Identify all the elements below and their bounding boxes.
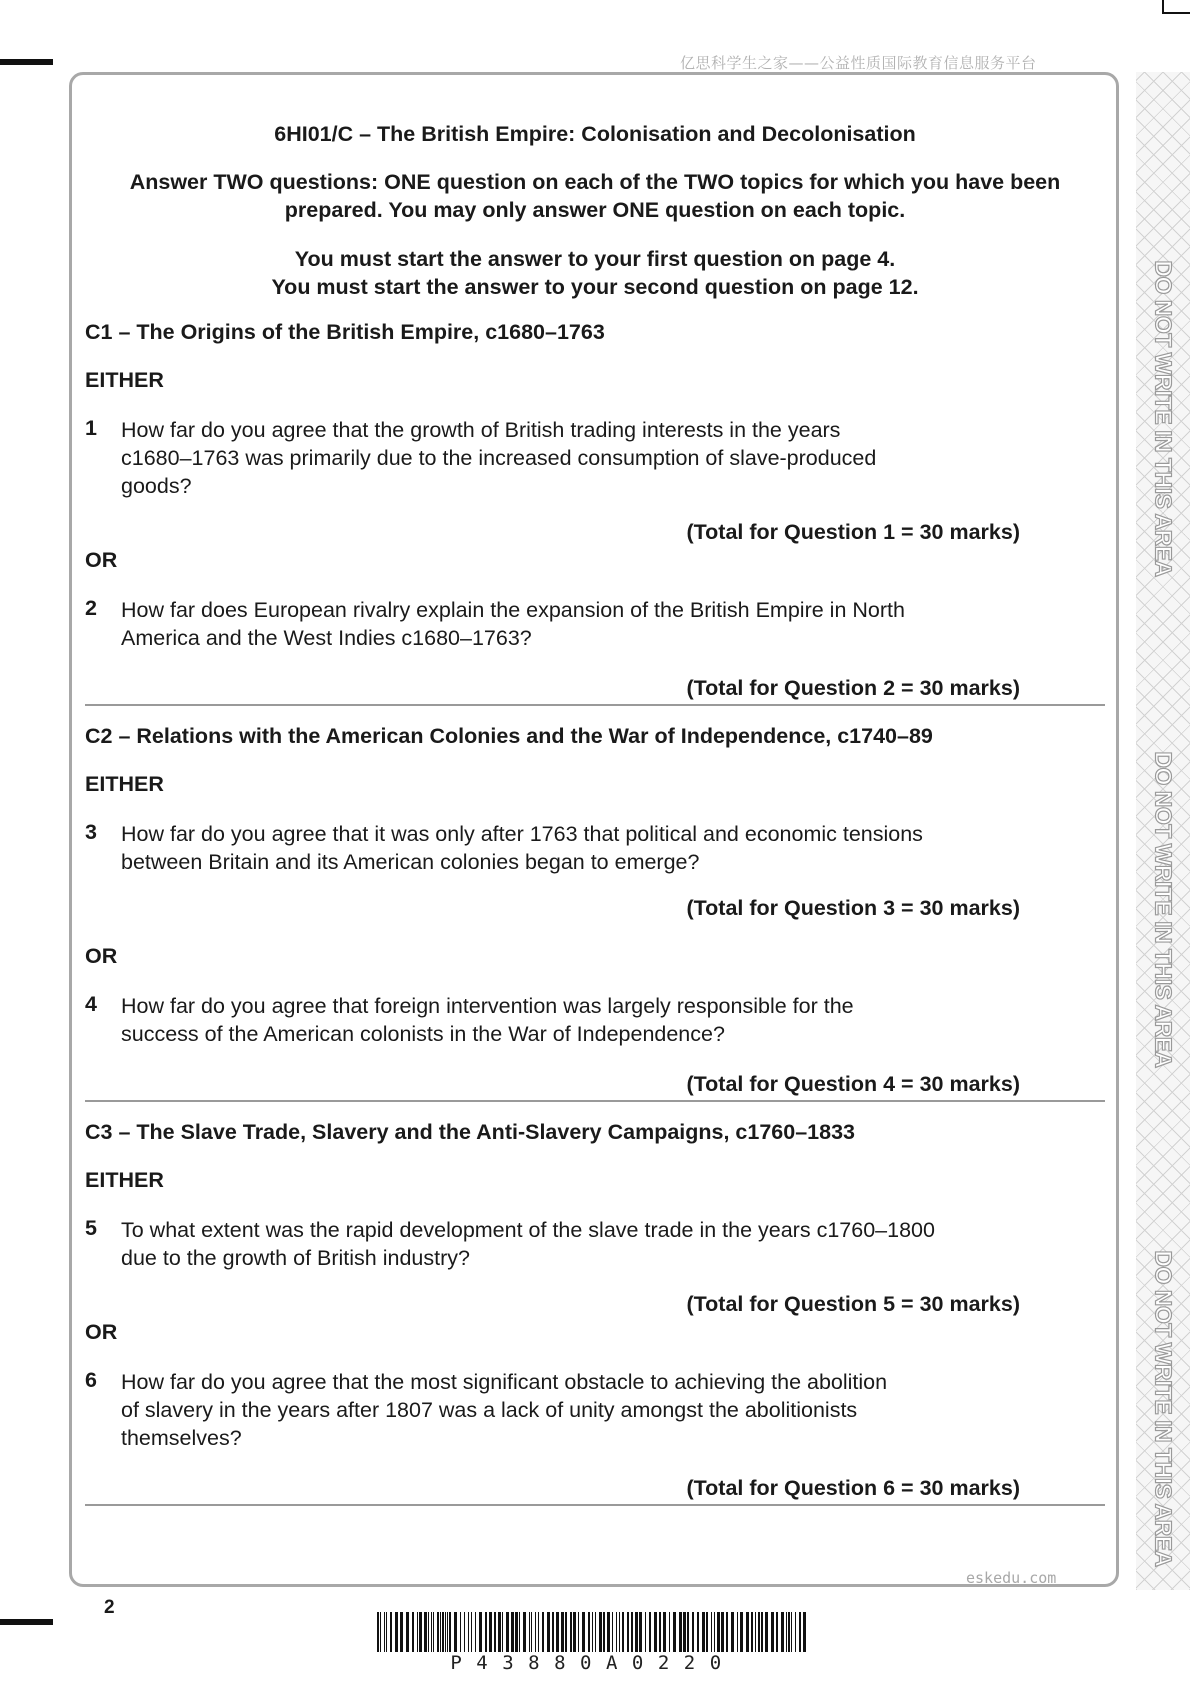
question-text — [121, 1368, 887, 1452]
barcode-bar — [740, 1612, 743, 1652]
barcode-bar — [706, 1612, 708, 1652]
barcode-bar — [663, 1612, 666, 1652]
barcode-bar — [556, 1612, 559, 1652]
start-note: You must start the answer to your first question on page 4. — [294, 247, 896, 271]
question-line: success of the American colonists in the War of Independence? — [121, 1022, 725, 1046]
question-line: To what extent was the rapid development of the slave trade in the years c1760–1800 — [121, 1218, 935, 1242]
question-line: c1680–1763 was primarily due to the increased consumption of slave-produced — [121, 446, 877, 470]
or-label: OR — [85, 1320, 118, 1344]
barcode-bar — [746, 1612, 749, 1652]
barcode-bar — [776, 1612, 778, 1652]
barcode-bar — [417, 1612, 418, 1652]
barcode-bar — [390, 1612, 392, 1652]
barcode-bar — [529, 1612, 530, 1652]
barcode-bar — [737, 1612, 738, 1652]
barcode-bar — [592, 1612, 593, 1652]
barcode-bar — [627, 1612, 629, 1652]
barcode-bar — [395, 1612, 398, 1652]
barcode-bar — [419, 1612, 422, 1652]
corner-crop-mark — [1162, 12, 1190, 14]
barcode-bar — [573, 1612, 576, 1652]
section-heading: C2 – Relations with the American Colonies and the War of Independence, c1740–89 — [85, 724, 933, 748]
barcode-bar — [479, 1612, 482, 1652]
do-not-write-label: DO NOT WRITE IN THIS AREA — [1150, 1250, 1177, 1567]
or-label: OR — [85, 548, 118, 572]
margin-registration-mark — [0, 59, 53, 65]
either-label: EITHER — [85, 772, 164, 796]
barcode-bar — [552, 1612, 554, 1652]
barcode-bar — [437, 1612, 439, 1652]
barcode-bar — [654, 1612, 657, 1652]
barcode-bar — [635, 1612, 638, 1652]
instructions-line: Answer TWO questions: ONE question on each of the TWO topics for which you have been — [129, 170, 1061, 194]
barcode-bar — [687, 1612, 689, 1652]
question-number: 3 — [85, 820, 97, 844]
question-total: (Total for Question 1 = 30 marks) — [686, 520, 1020, 544]
paper-title: 6HI01/C – The British Empire: Colonisation and Decolonisation — [274, 122, 916, 146]
question-number: 6 — [85, 1368, 97, 1392]
do-not-write-strip — [1136, 72, 1190, 1590]
barcode-bar — [468, 1612, 469, 1652]
question-total: (Total for Question 6 = 30 marks) — [686, 1476, 1020, 1500]
barcode-bar — [447, 1612, 448, 1652]
barcode-bar — [460, 1612, 461, 1652]
do-not-write-label: DO NOT WRITE IN THIS AREA — [1150, 260, 1177, 577]
barcode-bar — [561, 1612, 564, 1652]
watermark-top: 亿思科学生之家——公益性质国际教育信息服务平台 — [680, 54, 1037, 72]
barcode-bar — [786, 1612, 787, 1652]
barcode-bar — [697, 1612, 699, 1652]
question-line: How far do you agree that foreign intervention was largely responsible for the — [121, 994, 854, 1018]
barcode-bar — [433, 1612, 434, 1652]
section-heading: C1 – The Origins of the British Empire, c1680–1763 — [85, 320, 605, 344]
barcode-bar — [595, 1612, 596, 1652]
barcode-bar — [721, 1612, 724, 1652]
barcode-bar — [547, 1612, 550, 1652]
section-divider — [85, 704, 1105, 706]
watermark-bottom: eskedu.com — [966, 1569, 1057, 1587]
barcode-bar — [619, 1612, 620, 1652]
question-text — [121, 416, 876, 500]
barcode-bar — [649, 1612, 651, 1652]
page-number: 2 — [104, 1597, 115, 1618]
barcode-bar — [714, 1612, 715, 1652]
question-line: How far do you agree that it was only after 1763 that political and economic tensions — [121, 822, 923, 846]
barcode-bar — [765, 1612, 768, 1652]
barcode-bar — [454, 1612, 457, 1652]
do-not-write-label: DO NOT WRITE IN THIS AREA — [1150, 751, 1177, 1068]
barcode-bar — [538, 1612, 539, 1652]
barcode-bar — [578, 1612, 579, 1652]
barcode-bar — [471, 1612, 472, 1652]
question-line: due to the growth of British industry? — [121, 1246, 470, 1270]
question-line: between Britain and its American colonies began to emerge? — [121, 850, 700, 874]
barcode-bar — [799, 1612, 801, 1652]
section-divider — [85, 1100, 1105, 1102]
barcode-bar — [511, 1612, 514, 1652]
barcode-bar — [386, 1612, 387, 1652]
barcode-bar — [531, 1612, 532, 1652]
either-label: EITHER — [85, 368, 164, 392]
barcode-bar — [384, 1612, 385, 1652]
or-label: OR — [85, 944, 118, 968]
section-heading: C3 – The Slave Trade, Slavery and the Anti-Slavery Campaigns, c1760–1833 — [85, 1120, 856, 1144]
barcode-bar — [683, 1612, 686, 1652]
barcode-bar — [717, 1612, 720, 1652]
barcode-bar — [377, 1612, 379, 1652]
barcode-bar — [692, 1612, 694, 1652]
barcode-bar — [542, 1612, 544, 1652]
barcode-bar — [616, 1612, 617, 1652]
start-note: You must start the answer to your second question on page 12. — [271, 275, 919, 299]
question-line: goods? — [121, 474, 192, 498]
barcode-bar — [515, 1612, 518, 1652]
barcode-bar — [588, 1612, 590, 1652]
barcode-bar — [498, 1612, 501, 1652]
barcode-bar — [570, 1612, 572, 1652]
barcode-bar — [445, 1612, 446, 1652]
margin-registration-mark — [0, 1619, 53, 1625]
question-text — [121, 1216, 935, 1272]
barcode-bar — [795, 1612, 796, 1652]
barcode-bar — [791, 1612, 792, 1652]
barcode-bar — [612, 1612, 613, 1652]
barcode-bar — [731, 1612, 734, 1652]
question-text — [121, 992, 854, 1048]
question-line: How far do you agree that the most significant obstacle to achieving the abolition — [121, 1370, 888, 1394]
question-text — [121, 596, 905, 652]
barcode-text: P43880A0220 — [450, 1652, 736, 1674]
question-line: How far does European rivalry explain the expansion of the British Empire in North — [121, 598, 905, 622]
barcode-bar — [622, 1612, 624, 1652]
question-line: How far do you agree that the growth of British trading interests in the years — [121, 418, 841, 442]
barcode-bar — [523, 1612, 526, 1652]
barcode-bar — [506, 1612, 509, 1652]
barcode-bar — [781, 1612, 784, 1652]
question-number: 2 — [85, 596, 97, 620]
barcode-bar — [565, 1612, 567, 1652]
barcode — [377, 1612, 809, 1676]
question-total: (Total for Question 2 = 30 marks) — [686, 676, 1020, 700]
question-total: (Total for Question 3 = 30 marks) — [686, 896, 1020, 920]
question-line: themselves? — [121, 1426, 242, 1450]
barcode-bar — [758, 1612, 760, 1652]
barcode-bar — [489, 1612, 492, 1652]
barcode-bar — [631, 1612, 633, 1652]
barcode-bar — [535, 1612, 536, 1652]
barcode-bar — [449, 1612, 451, 1652]
barcode-bar — [679, 1612, 682, 1652]
barcode-bar — [475, 1612, 476, 1652]
barcode-bar — [639, 1612, 642, 1652]
question-number: 1 — [85, 416, 97, 440]
question-total: (Total for Question 5 = 30 marks) — [686, 1292, 1020, 1316]
question-text — [121, 820, 923, 876]
barcode-bars — [377, 1612, 809, 1652]
barcode-bar — [599, 1612, 602, 1652]
barcode-bar — [761, 1612, 763, 1652]
barcode-bar — [673, 1612, 676, 1652]
barcode-bar — [582, 1612, 585, 1652]
barcode-bar — [442, 1612, 444, 1652]
barcode-bar — [431, 1612, 432, 1652]
barcode-bar — [406, 1612, 409, 1652]
barcode-bar — [519, 1612, 520, 1652]
barcode-bar — [494, 1612, 496, 1652]
barcode-bar — [440, 1612, 441, 1652]
barcode-bar — [464, 1612, 465, 1652]
barcode-bar — [502, 1612, 503, 1652]
barcode-bar — [603, 1612, 605, 1652]
barcode-bar — [659, 1612, 661, 1652]
barcode-bar — [645, 1612, 646, 1652]
barcode-bar — [711, 1612, 712, 1652]
barcode-bar — [380, 1612, 381, 1652]
corner-crop-mark — [1162, 0, 1164, 12]
question-number: 5 — [85, 1216, 97, 1240]
question-line: of slavery in the years after 1807 was a lack of unity amongst the abolitionists — [121, 1398, 858, 1422]
question-number: 4 — [85, 992, 97, 1016]
barcode-bar — [424, 1612, 427, 1652]
barcode-bar — [771, 1612, 774, 1652]
barcode-bar — [428, 1612, 429, 1652]
barcode-bar — [485, 1612, 487, 1652]
barcode-bar — [788, 1612, 790, 1652]
question-total: (Total for Question 4 = 30 marks) — [686, 1072, 1020, 1096]
instructions-line: prepared. You may only answer ONE question on each topic. — [284, 198, 906, 222]
barcode-bar — [755, 1612, 756, 1652]
barcode-bar — [400, 1612, 403, 1652]
either-label: EITHER — [85, 1168, 164, 1192]
barcode-bar — [607, 1612, 610, 1652]
barcode-bar — [669, 1612, 670, 1652]
barcode-bar — [412, 1612, 414, 1652]
barcode-bar — [726, 1612, 728, 1652]
section-divider — [85, 1504, 1105, 1506]
question-line: America and the West Indies c1680–1763? — [121, 626, 532, 650]
barcode-bar — [702, 1612, 705, 1652]
barcode-bar — [751, 1612, 753, 1652]
barcode-bar — [803, 1612, 806, 1652]
